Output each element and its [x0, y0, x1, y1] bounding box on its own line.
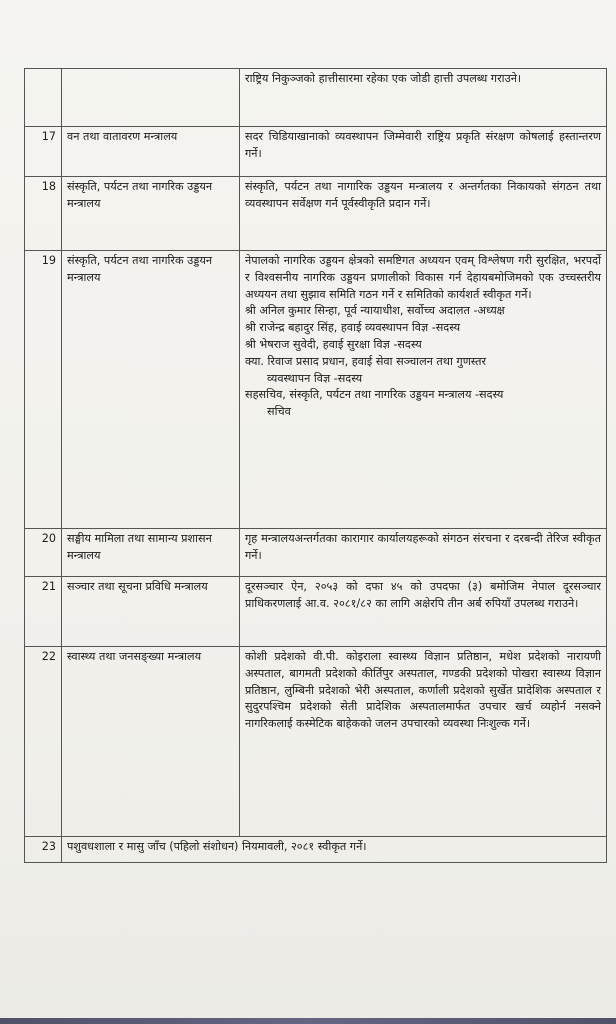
- table-row: [25, 837, 607, 863]
- committee-member: श्री भेषराज सुवेदी, हवाई सुरक्षा विज्ञ -सदस्य: [245, 337, 422, 351]
- decision-cell: राष्ट्रिय निकुञ्जको हात्तीसारमा रहेका एक जोडी हात्ती उपलब्ध गराउने।: [240, 69, 607, 127]
- row-number: 21: [25, 577, 62, 647]
- committee-member-continued: सचिव: [267, 405, 291, 419]
- ministry-cell: वन तथा वातावरण मन्त्रालय: [62, 127, 240, 177]
- table-row: [25, 177, 607, 251]
- table-row: [25, 127, 607, 177]
- decisions-table: [24, 68, 607, 863]
- row-number: 19: [25, 251, 62, 529]
- committee-member: श्री राजेन्द्र बहादुर सिंह, हवाई व्यवस्थापन विज्ञ -सदस्य: [245, 321, 461, 335]
- ministry-cell: संस्कृति, पर्यटन तथा नागरिक उड्डयन मन्त्रालय: [62, 177, 240, 251]
- decision-cell: [240, 251, 607, 529]
- committee-chair: श्री अनिल कुमार सिन्हा, पूर्व न्यायाधीश, सर्वोच्च अदालत -अध्यक्ष: [245, 304, 505, 318]
- row-number: 23: [25, 837, 62, 863]
- table-row: [25, 529, 607, 577]
- table-row: [25, 251, 607, 529]
- decision-cell: गृह मन्त्रालयअन्तर्गतका कारागार कार्यालयहरूको संगठन संरचना र दरबन्दी तेरिज स्वीकृत गर्ने।: [240, 529, 607, 577]
- committee-member-secretary: सहसचिव, संस्कृति, पर्यटन तथा नागरिक उड्डयन मन्त्रालय -सदस्य: [245, 388, 504, 402]
- table-row: [25, 69, 607, 127]
- row-number: 20: [25, 529, 62, 577]
- row-number: 17: [25, 127, 62, 177]
- ministry-cell: संस्कृति, पर्यटन तथा नागरिक उड्डयन मन्त्रालय: [62, 251, 240, 529]
- ministry-cell: स्वास्थ्य तथा जनसङ्ख्या मन्त्रालय: [62, 647, 240, 837]
- scan-bottom-edge: [0, 1018, 616, 1024]
- decision-cell: पशुवधशाला र मासु जाँच (पहिलो संशोधन) नियमावली, २०८१ स्वीकृत गर्ने।: [62, 837, 607, 863]
- decision-cell: संस्कृति, पर्यटन तथा नागारिक उड्डयन मन्त्रालय र अन्तर्गतका निकायको संगठन तथा व्यवस्थापन सर्वेक्षण गर्न पूर्वस्वीकृति प्रदान गर्ने।: [240, 177, 607, 251]
- decision-cell: कोशी प्रदेशको वी.पी. कोइराला स्वास्थ्य विज्ञान प्रतिष्ठान, मधेश प्रदेशको नारायणी अस्पताल, बागमती प्रदेशको कीर्तिपुर अस्पताल, गण्डकी प्रदेशको पोखरा स्वास्थ्य विज्ञान प्रतिष्ठान, लुम्बिनी प्रदेशको भेरी अस्पताल, कर्णाली प्रदेशको सुर्खेत प्रादेशिक अस्पताल र सुदुरपश्चिम प्रदेशको सेती प्रादेशिक अस्पतालमार्फत उपचार खर्च व्यहोर्न नसक्ने नागरिकलाई कस्मेटिक बाहेकको जलन उपचारको व्यवस्था निःशुल्क गर्ने।: [240, 647, 607, 837]
- row-number: 22: [25, 647, 62, 837]
- decision-text: नेपालको नागरिक उड्डयन क्षेत्रको समष्टिगत अध्ययन एवम् विश्लेषण गरी सुरक्षित, भरपर्दो र विश्वसनीय नागरिक उड्डयन प्रणालीको विकास गर्न देहायबमोजिमको एक उच्चस्तरीय अध्ययन तथा सुझाव समिति गठन गर्ने र समितिको कार्यशर्त स्वीकृत गर्ने।: [245, 254, 601, 301]
- committee-member: क्या. रिवाज प्रसाद प्रधान, हवाई सेवा सञ्चालन तथा गुणस्तर: [245, 354, 487, 368]
- row-number: 18: [25, 177, 62, 251]
- table-row: [25, 577, 607, 647]
- committee-member-continued: व्यवस्थापन विज्ञ -सदस्य: [267, 371, 363, 385]
- ministry-cell: सञ्चार तथा सूचना प्रविधि मन्त्रालय: [62, 577, 240, 647]
- decision-cell: दूरसञ्चार ऐन, २०५३ को दफा ४५ को उपदफा (३) बमोजिम नेपाल दूरसञ्चार प्राधिकरणलाई आ.व. २०८१/८२ का लागि अक्षेरपि तीन अर्ब रुपियाँ उपलब्ध गराउने।: [240, 577, 607, 647]
- row-number: [25, 69, 62, 127]
- ministry-cell: सङ्घीय मामिला तथा सामान्य प्रशासन मन्त्रालय: [62, 529, 240, 577]
- table-row: [25, 647, 607, 837]
- ministry-cell: [62, 69, 240, 127]
- decision-cell: सदर चिडियाखानाको व्यवस्थापन जिम्मेवारी राष्ट्रिय प्रकृति संरक्षण कोषलाई हस्तान्तरण गर्ने।: [240, 127, 607, 177]
